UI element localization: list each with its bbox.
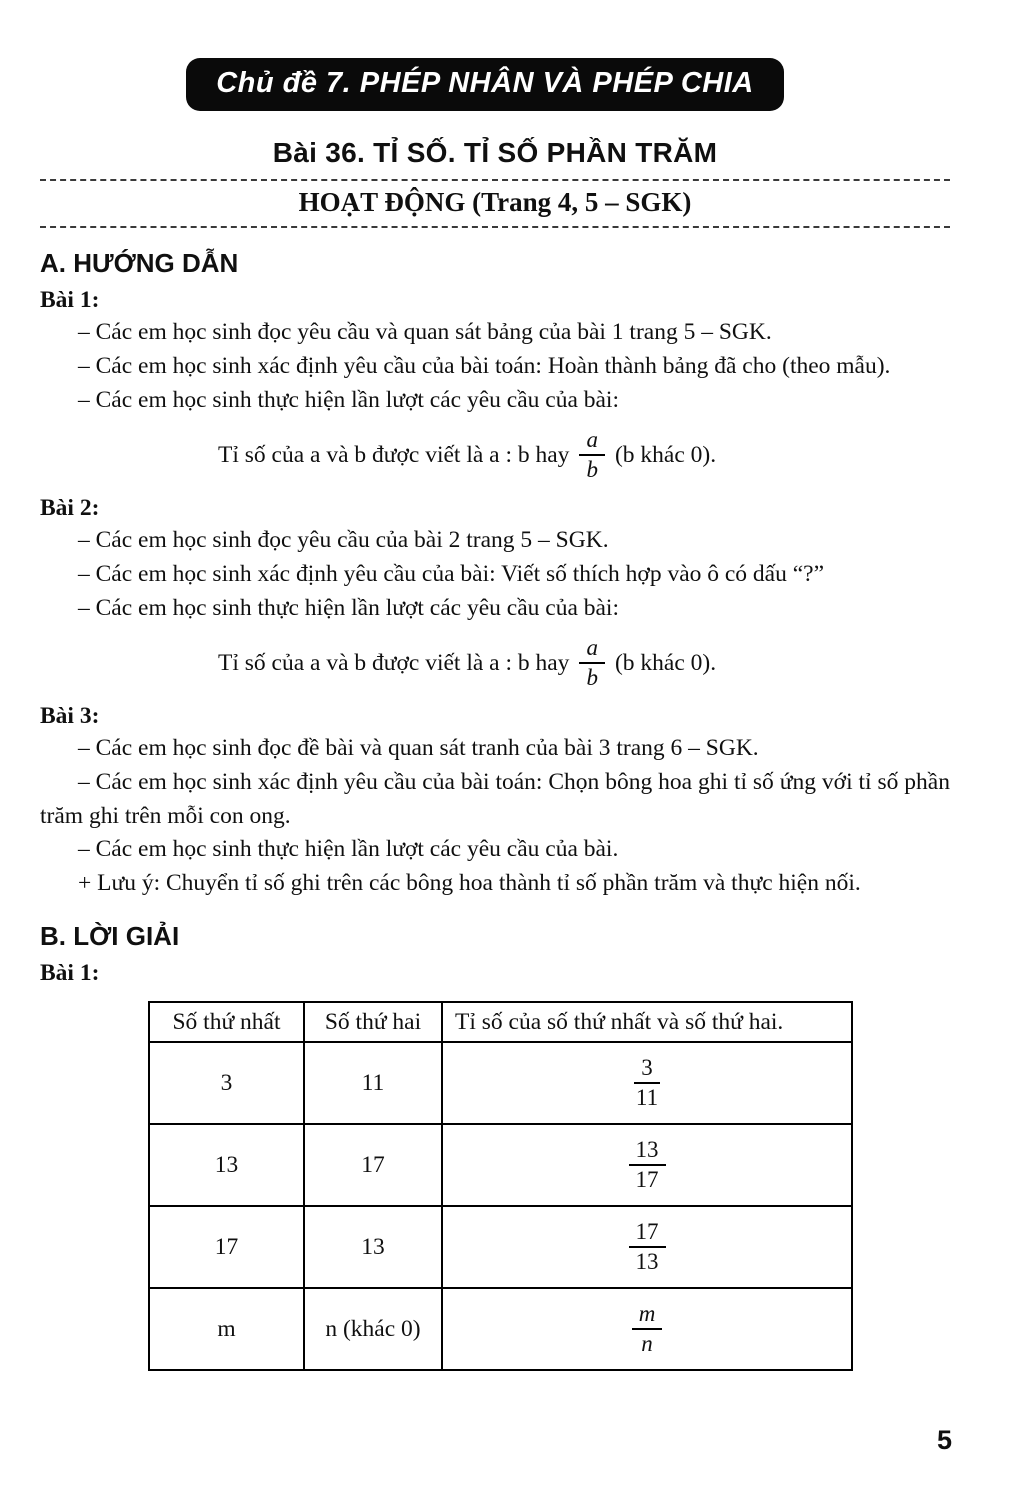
solution-table-wrapper <box>148 1001 950 1371</box>
formula-text-after: (b khác 0). <box>614 441 717 468</box>
chapter-badge-row <box>20 58 950 111</box>
bai1-line1: – Các em học sinh đọc yêu cầu và quan sát bảng của bài 1 trang 5 – SGK. <box>78 319 772 345</box>
fraction-a-over-b <box>579 427 605 483</box>
bai3-line4: + Lưu ý: Chuyển tỉ số ghi trên các bông hoa thành tỉ số phần trăm và thực hiện nối. <box>78 870 861 897</box>
dashed-divider-top <box>40 179 950 181</box>
cell-second: 11 <box>304 1042 442 1124</box>
bai3-label: Bài 3: <box>40 702 100 729</box>
section-b-heading: B. LỜI GIẢI <box>40 921 180 952</box>
bai2-line1: – Các em học sinh đọc yêu cầu của bài 2 trang 5 – SGK. <box>78 526 609 553</box>
bai1-line2: – Các em học sinh xác định yêu cầu của bài toán: Hoàn thành bảng đã cho (theo mẫu). <box>78 352 891 379</box>
cell-second: 17 <box>304 1124 442 1206</box>
table-row <box>149 1124 852 1206</box>
fraction-a-over-b <box>579 635 605 691</box>
fraction <box>634 1055 660 1111</box>
fraction <box>632 1301 663 1357</box>
header-second-number: Số thứ hai <box>304 1002 442 1042</box>
table-header-row <box>149 1002 852 1042</box>
cell-second: 13 <box>304 1206 442 1288</box>
bai3-line1: – Các em học sinh đọc đề bài và quan sát tranh của bài 3 trang 6 – SGK. <box>78 734 759 761</box>
bai1-line3: – Các em học sinh thực hiện lần lượt các yêu cầu của bài: <box>78 386 619 413</box>
cell-first: 13 <box>149 1124 304 1206</box>
fraction-denominator: 17 <box>635 1167 659 1193</box>
bai2-line2: – Các em học sinh xác định yêu cầu của bài: Viết số thích hợp vào ô có dấu “?” <box>78 560 825 587</box>
activity-heading: HOẠT ĐỘNG (Trang 4, 5 – SGK) <box>298 187 692 217</box>
page-number: 5 <box>936 1425 952 1455</box>
table-row <box>149 1288 852 1370</box>
formula-text-before: Tỉ số của a và b được viết là a : b hay <box>218 649 570 676</box>
header-ratio: Tỉ số của số thứ nhất và số thứ hai. <box>442 1002 852 1042</box>
fraction-denominator: n <box>641 1331 653 1357</box>
cell-first: m <box>149 1288 304 1370</box>
fraction-denominator: b <box>586 665 598 691</box>
fraction-numerator: a <box>579 635 605 664</box>
fraction-denominator: b <box>586 457 598 483</box>
bai2-line3: – Các em học sinh thực hiện lần lượt các yêu cầu của bài: <box>78 594 619 621</box>
bai3-line2: – Các em học sinh xác định yêu cầu của bài toán: Chọn bông hoa ghi tỉ số ứng với tỉ số phần trăm ghi trên mỗi con ong. <box>40 768 950 829</box>
bai3-line3: – Các em học sinh thực hiện lần lượt các yêu cầu của bài. <box>78 836 619 863</box>
dashed-divider-bottom <box>40 226 950 228</box>
section-a-heading: A. HƯỚNG DẪN <box>40 248 239 278</box>
fraction <box>629 1137 666 1193</box>
lesson-title: Bài 36. TỈ SỐ. TỈ SỐ PHẦN TRĂM <box>272 137 718 168</box>
fraction <box>629 1219 666 1275</box>
solution-bai1-label: Bài 1: <box>40 960 100 987</box>
ratio-formula-1 <box>218 427 950 483</box>
ratio-table <box>148 1001 853 1371</box>
fraction-denominator: 11 <box>635 1085 659 1111</box>
fraction-numerator: 17 <box>629 1219 666 1248</box>
cell-ratio <box>442 1288 852 1370</box>
cell-ratio <box>442 1206 852 1288</box>
fraction-numerator: 3 <box>634 1055 660 1084</box>
fraction-denominator: 13 <box>635 1249 659 1275</box>
table-row <box>149 1206 852 1288</box>
bai2-label: Bài 2: <box>40 494 100 521</box>
chapter-badge <box>186 58 784 111</box>
fraction-numerator: 13 <box>629 1137 666 1166</box>
fraction-numerator: a <box>579 427 605 456</box>
ratio-formula-2 <box>218 635 950 691</box>
cell-ratio <box>442 1124 852 1206</box>
cell-first: 17 <box>149 1206 304 1288</box>
cell-second: n (khác 0) <box>304 1288 442 1370</box>
formula-text-after: (b khác 0). <box>614 649 717 676</box>
cell-ratio <box>442 1042 852 1124</box>
fraction-numerator: m <box>632 1301 663 1330</box>
formula-text-before: Tỉ số của a và b được viết là a : b hay <box>218 441 570 468</box>
cell-first: 3 <box>149 1042 304 1124</box>
table-row <box>149 1042 852 1124</box>
bai1-label: Bài 1: <box>40 287 100 313</box>
header-first-number: Số thứ nhất <box>149 1002 304 1042</box>
chapter-badge-label: Chủ đề 7. PHÉP NHÂN VÀ PHÉP CHIA <box>216 67 754 99</box>
